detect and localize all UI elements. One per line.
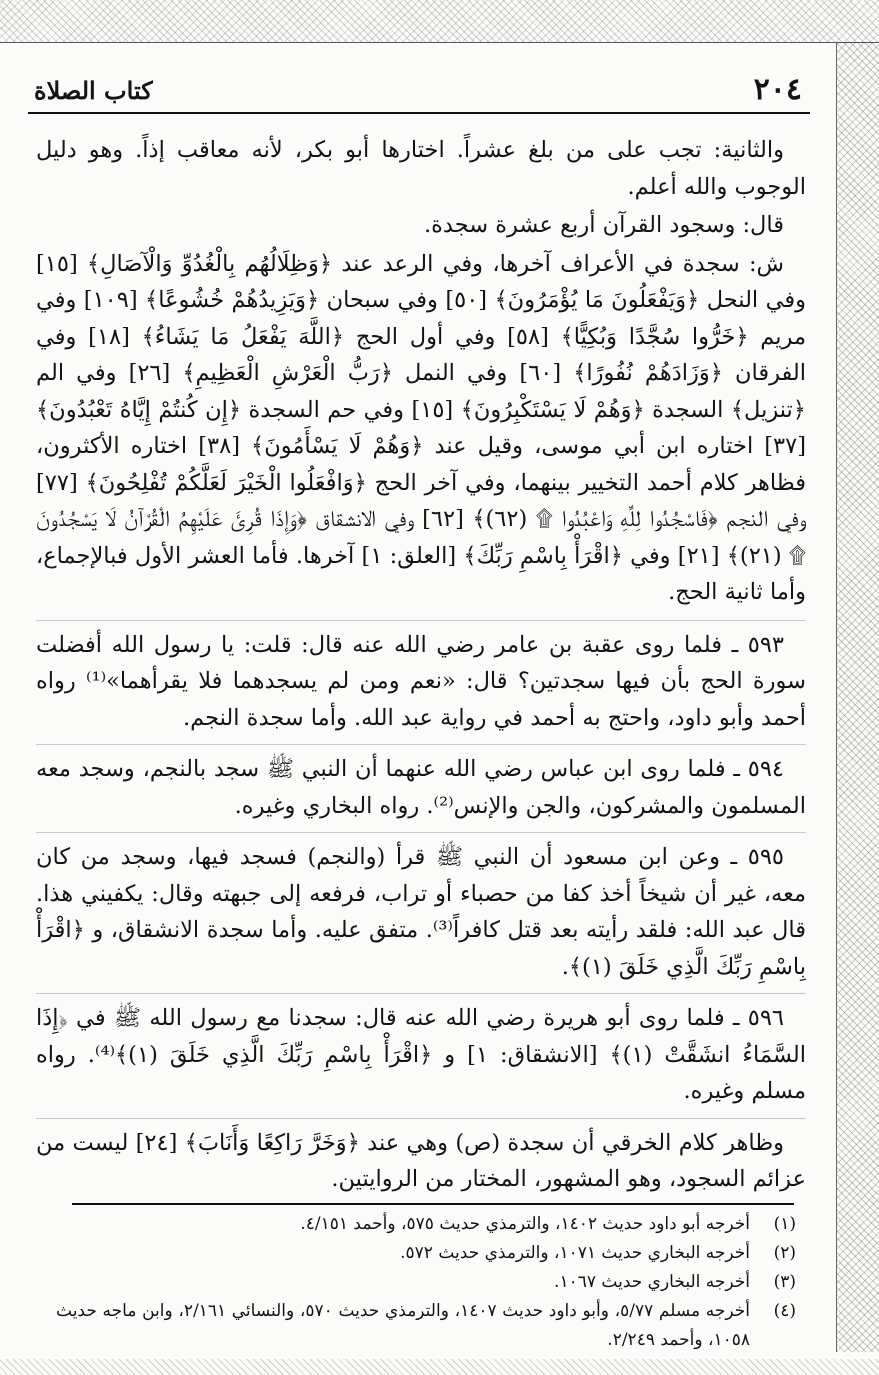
footnote-number: (٣) <box>773 1272 796 1292</box>
footnotes <box>56 1210 796 1355</box>
main-text <box>36 132 806 1200</box>
footnote-text: أخرجه البخاري حديث ١٠٦٧. <box>554 1272 750 1292</box>
footnote-item <box>56 1297 796 1355</box>
decorative-border-bottom <box>0 1359 879 1375</box>
footnote-item <box>56 1239 796 1268</box>
paragraph-sharh-sajdas-list: ش: سجدة في الأعراف آخرها، وفي الرعد عند ﴿وَظِلَالُهُم بِالْغُدُوِّ وَالْآصَالِ﴾ [١٥] وفي النحل ﴿وَيَفْعَلُونَ مَا يُؤْمَرُونَ﴾ [٥٠] وفي سبحان ﴿وَيَزِيدُهُمْ خُشُوعًا﴾ [١٠٩] وفي مريم ﴿خَرُّوا سُجَّدًا وَبُكِيًّا﴾ [٥٨] وفي أول الحج ﴿اللَّهَ يَفْعَلُ مَا يَشَاءُ﴾ [١٨] وفي الفرقان ﴿وَزَادَهُمْ نُفُورًا﴾ [٦٠] وفي النمل ﴿رَبُّ الْعَرْشِ الْعَظِيمِ﴾ [٢٦] وفي الم ﴿تنزيل﴾ السجدة ﴿وَهُمْ لَا يَسْتَكْبِرُونَ﴾ [١٥] وفي حم السجدة ﴿إِن كُنتُمْ إِيَّاهُ تَعْبُدُونَ﴾ [٣٧] اختاره ابن أبي موسى، وقيل عند ﴿وَهُمْ لَا يَسْأَمُونَ﴾ [٣٨] اختاره الأكثرون، فظاهر كلام أحمد التخيير بينهما، وفي آخر الحج ﴿وَافْعَلُوا الْخَيْرَ لَعَلَّكُمْ تُفْلِحُونَ﴾ [٧٧] وفي النجم ﴿فَاسْجُدُوا لِلَّهِ وَاعْبُدُوا ۩ (٦٢)﴾ [٦٢] وفي الانشقاق ﴿وَإِذَا قُرِئَ عَلَيْهِمُ الْقُرْآنُ لَا يَسْجُدُونَ ۩ (٢١)﴾ [٢١] وفي ﴿اقْرَأْ بِاسْمِ رَبِّكَ﴾ [العلق: ١] آخرها. فأما العشر الأول فبالإجماع، وأما ثانية الحج. <box>36 250 807 605</box>
footnote-number: (١) <box>773 1214 796 1234</box>
decorative-border-top <box>0 0 879 43</box>
footnote-number: (٤) <box>773 1301 796 1321</box>
page-number: ٢٠٤ <box>753 72 802 107</box>
paragraph-qala-sujud-count: قال: وسجود القرآن أربع عشرة سجدة. <box>423 212 784 238</box>
hadith-593: ٥٩٣ ـ فلما روى عقبة بن عامر رضي الله عنه قال: قلت: يا رسول الله أفضلت سورة الحج بأن فيها سجدتين؟ قال: «نعم ومن لم يسجدهما فلا يقرأهما»⁽¹⁾ رواه أحمد وأبو داود، واحتج به أحمد في رواية عبد الله. وأما سجدة النجم. <box>36 620 806 737</box>
hadith-594: ٥٩٤ ـ فلما روى ابن عباس رضي الله عنهما أن النبي ﷺ سجد بالنجم، وسجد معه المسلمون والمشركون، والجن والإنس⁽²⁾. رواه البخاري وغيره. <box>36 744 806 824</box>
page-header <box>28 68 810 114</box>
footnote-item <box>56 1210 796 1239</box>
footnote-text: أخرجه أبو داود حديث ١٤٠٢، والترمذي حديث ٥٧٥، وأحمد ٤/١٥١. <box>300 1214 750 1234</box>
decorative-border-right <box>836 42 879 1352</box>
footnote-text: أخرجه مسلم ٥/٧٧، وأبو داود حديث ١٤٠٧، والترمذي حديث ٥٧٠، والنسائي ٢/١٦١، وابن ماجه حديث ١٠٥٨، وأحمد ٢/٢٤٩. <box>56 1301 750 1350</box>
paragraph-second-narration: والثانية: تجب على من بلغ عشراً. اختارها أبو بكر، لأنه معاقب إذاً. وهو دليل الوجوب والله أعلم. <box>36 137 806 200</box>
hadith-596: ٥٩٦ ـ فلما روى أبو هريرة رضي الله عنه قال: سجدنا مع رسول الله ﷺ في ﴿إِذَا السَّمَاءُ انشَقَّتْ (١)﴾ [الانشقاق: ١] و ﴿اقْرَأْ بِاسْمِ رَبِّكَ الَّذِي خَلَقَ (١)﴾⁽⁴⁾. رواه مسلم وغيره. <box>36 993 806 1110</box>
chapter-title: كتاب الصلاة <box>34 76 153 105</box>
footnote-item <box>56 1268 796 1297</box>
hadith-595: ٥٩٥ ـ وعن ابن مسعود أن النبي ﷺ قرأ (والنجم) فسجد فيها، وسجد من كان معه، غير أن شيخاً أخذ كفا من حصباء أو تراب، فرفعه إلى جبهته وقال: يكفيني هذا. قال عبد الله: فلقد رأيته بعد قتل كافراً⁽³⁾. متفق عليه. وأما سجدة الانشقاق، و ﴿اقْرَأْ بِاسْمِ رَبِّكَ الَّذِي خَلَقَ (١)﴾. <box>36 832 806 985</box>
footnote-text: أخرجه البخاري حديث ١٠٧١، والترمذي حديث ٥٧٢. <box>400 1243 750 1263</box>
footnote-number: (٢) <box>773 1243 796 1263</box>
footnote-divider <box>72 1203 794 1205</box>
paragraph-kharqi-sad: وظاهر كلام الخرقي أن سجدة (ص) وهي عند ﴿وَخَرَّ رَاكِعًا وَأَنَابَ﴾ [٢٤] ليست من عزائم السجود، وهو المشهور، المختار من الروايتين. <box>36 1118 806 1198</box>
